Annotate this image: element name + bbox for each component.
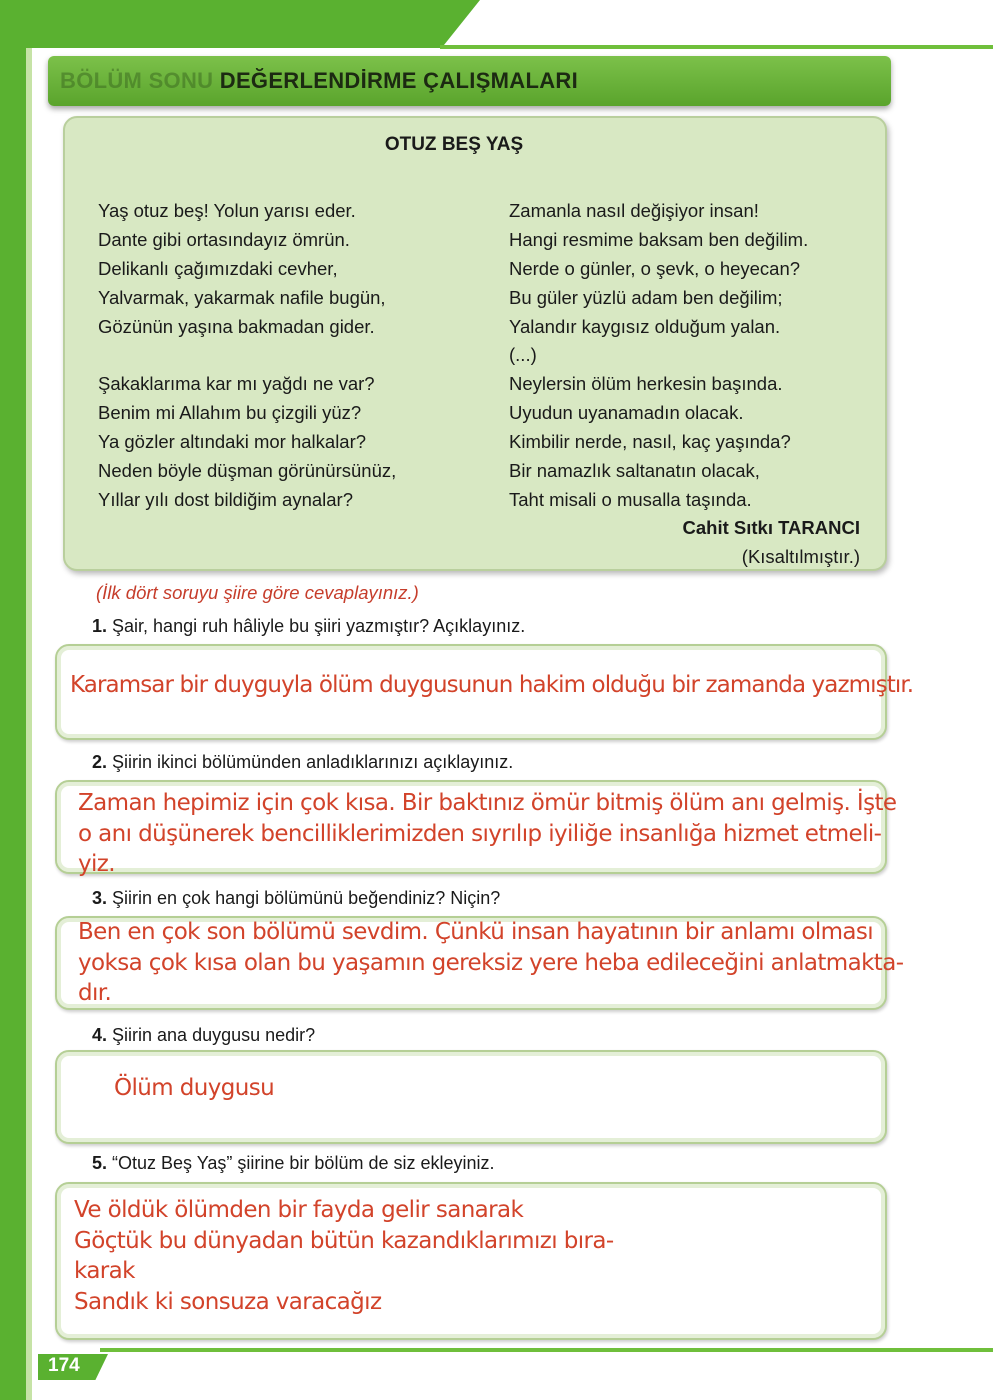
question-number: 5. — [92, 1153, 108, 1173]
verse-line: Delikanlı çağımızdaki cevher, — [98, 257, 338, 279]
question-text: Şiirin en çok hangi bölümünü beğendiniz? Niçin? — [112, 888, 501, 908]
answer-line: Ve öldük ölümden bir fayda gelir sanarak — [74, 1197, 524, 1223]
verse-line: Yaş otuz beş! Yolun yarısı eder. — [98, 200, 356, 221]
verse-line: Bir namazlık saltanatın olacak, — [509, 460, 760, 482]
question-number: 1. — [92, 616, 108, 636]
verse-line: Nerde o günler, o şevk, o heyecan? — [509, 257, 801, 279]
verse-line: Bu güler yüzlü adam ben değilim; — [509, 286, 783, 308]
page-number: 174 — [48, 1355, 80, 1376]
verse-line: Yalandır kaygısız olduğum yalan. — [509, 315, 781, 337]
question-4 — [92, 1025, 315, 1046]
answer-line: Göçtük bu dünyadan bütün kazandıklarımızı bıra- — [74, 1227, 614, 1254]
question-text: Şiirin ikinci bölümünden anladıklarınızı açıklayınız. — [112, 752, 514, 772]
section-title — [60, 66, 880, 98]
answer-line: o anı düşünerek bencilliklerimizden sıyrılıp iyiliğe insanlığa hizmet etmeli- — [78, 820, 882, 847]
poem-left-column — [98, 197, 498, 515]
question-5 — [92, 1153, 495, 1174]
poem-right-column — [509, 197, 909, 515]
verse-line: Gözünün yaşına bakmadan gider. — [98, 315, 375, 337]
top-corner-decoration — [0, 0, 480, 48]
answer-2 — [78, 788, 897, 880]
verse-line: Neylersin ölüm herkesin başında. — [509, 373, 783, 395]
question-number: 4. — [92, 1025, 108, 1045]
verse-line: Benim mi Allahım bu çizgili yüz? — [98, 402, 362, 424]
answer-line: Zaman hepimiz için çok kısa. Bir baktınız ömür bitmiş ölüm anı gelmiş. İşte — [78, 790, 897, 816]
question-text: Şair, hangi ruh hâliyle bu şiiri yazmıştır? Açıklayınız. — [112, 616, 526, 636]
verse-line: (...) — [509, 344, 537, 366]
question-2 — [92, 752, 513, 773]
poet-name: Cahit Sıtkı TARANCI — [682, 517, 860, 538]
answer-line: yiz. — [78, 851, 115, 877]
abridged-note: (Kısaltılmıştır.) — [741, 546, 860, 567]
instruction-text: (İlk dört soruyu şiire göre cevaplayınız.) — [96, 582, 419, 603]
poem-title: OTUZ BEŞ YAŞ — [384, 134, 524, 155]
question-number: 2. — [92, 752, 108, 772]
section-title-prefix: BÖLÜM SONU — [60, 68, 214, 93]
question-number: 3. — [92, 888, 108, 908]
answer-line: yoksa çok kısa olan bu yaşamın gereksiz yere heba edileceğini anlatmakta- — [78, 949, 904, 976]
verse-line: Ya gözler altındaki mor halkalar? — [98, 431, 367, 453]
verse-line — [98, 341, 498, 370]
left-border-stripe-light — [26, 0, 32, 1400]
answer-3 — [78, 917, 904, 1009]
top-divider-line — [440, 45, 993, 49]
question-text: “Otuz Beş Yaş” şiirine bir bölüm de siz ekleyiniz. — [112, 1153, 495, 1173]
verse-line: Yalvarmak, yakarmak nafile bugün, — [98, 286, 386, 308]
question-text: Şiirin ana duygusu nedir? — [112, 1025, 316, 1045]
verse-line: Neden böyle düşman görünürsünüz, — [98, 460, 397, 482]
verse-line: Şakaklarıma kar mı yağdı ne var? — [98, 373, 375, 395]
question-1 — [92, 616, 525, 637]
verse-line: Zamanla nasıl değişiyor insan! — [509, 200, 759, 221]
left-border-stripe — [0, 0, 26, 1400]
verse-line: Dante gibi ortasındayız ömrün. — [98, 228, 350, 250]
answer-4: Ölüm duygusu — [114, 1075, 275, 1101]
question-3 — [92, 888, 500, 909]
verse-line: Hangi resmime baksam ben değilim. — [509, 228, 809, 250]
section-title-main: DEĞERLENDİRME ÇALIŞMALARI — [219, 68, 579, 93]
bottom-divider-line — [100, 1348, 993, 1352]
answer-5 — [74, 1195, 854, 1317]
answer-1: Karamsar bir duyguyla ölüm duygusunun hakim olduğu bir zamanda yazmıştır. — [70, 672, 914, 698]
verse-line: Taht misali o musalla taşında. — [509, 488, 752, 510]
answer-line: dır. — [78, 980, 112, 1006]
answer-line: Sandık ki sonsuza varacağız — [74, 1288, 382, 1315]
answer-line: karak — [74, 1258, 135, 1284]
answer-line: Ben en çok son bölümü sevdim. Çünkü insan hayatının bir anlamı olması — [78, 919, 874, 945]
verse-line: Yıllar yılı dost bildiğim aynalar? — [98, 488, 353, 510]
verse-line: Kimbilir nerde, nasıl, kaç yaşında? — [509, 431, 791, 453]
verse-line: Uyudun uyanamadın olacak. — [509, 402, 744, 424]
